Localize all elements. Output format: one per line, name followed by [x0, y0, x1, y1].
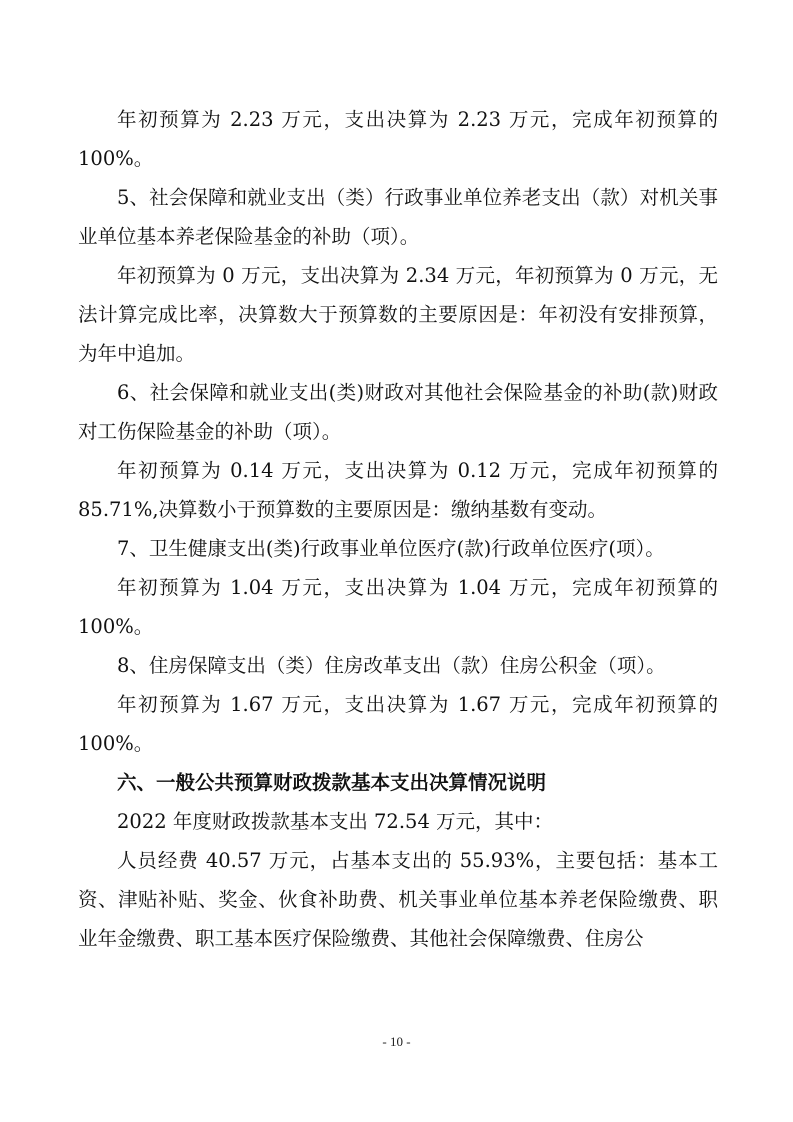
paragraph: 6、社会保障和就业支出(类)财政对其他社会保险基金的补助(款)财政对工伤保险基金的补助（项）。	[78, 381, 718, 443]
paragraph: 8、住房保障支出（类）住房改革支出（款）住房公积金（项）。	[117, 654, 666, 677]
paragraph: 年初预算为 2.23 万元，支出决算为 2.23 万元，完成年初预算的100%。	[78, 108, 718, 170]
paragraph: 7、卫生健康支出(类)行政事业单位医疗(款)行政单位医疗(项）。	[117, 537, 665, 560]
paragraph: 年初预算为 0 万元，支出决算为 2.34 万元，年初预算为 0 万元，无法计算完成比率，决算数大于预算数的主要原因是：年初没有安排预算，为年中追加。	[78, 264, 718, 365]
paragraph: 年初预算为 1.04 万元，支出决算为 1.04 万元，完成年初预算的100%。	[78, 576, 718, 638]
section-heading: 六、一般公共预算财政拨款基本支出决算情况说明	[117, 771, 547, 794]
paragraph: 5、社会保障和就业支出（类）行政事业单位养老支出（款）对机关事业单位基本养老保险基金的补助（项）。	[78, 186, 718, 248]
paragraph: 2022 年度财政拨款基本支出 72.54 万元，其中：	[117, 810, 554, 833]
paragraph: 年初预算为 1.67 万元，支出决算为 1.67 万元，完成年初预算的100%。	[78, 693, 718, 755]
paragraph: 年初预算为 0.14 万元，支出决算为 0.12 万元，完成年初预算的85.71%,决算数小于预算数的主要原因是：缴纳基数有变动。	[78, 459, 718, 521]
paragraph: 人员经费 40.57 万元，占基本支出的 55.93%，主要包括：基本工资、津贴补贴、奖金、伙食补助费、机关事业单位基本养老保险缴费、职业年金缴费、职工基本医疗保险缴费、其他社会保障缴费、住房公	[78, 849, 718, 950]
document-body	[78, 100, 718, 958]
page-number: - 10 -	[382, 1034, 411, 1049]
